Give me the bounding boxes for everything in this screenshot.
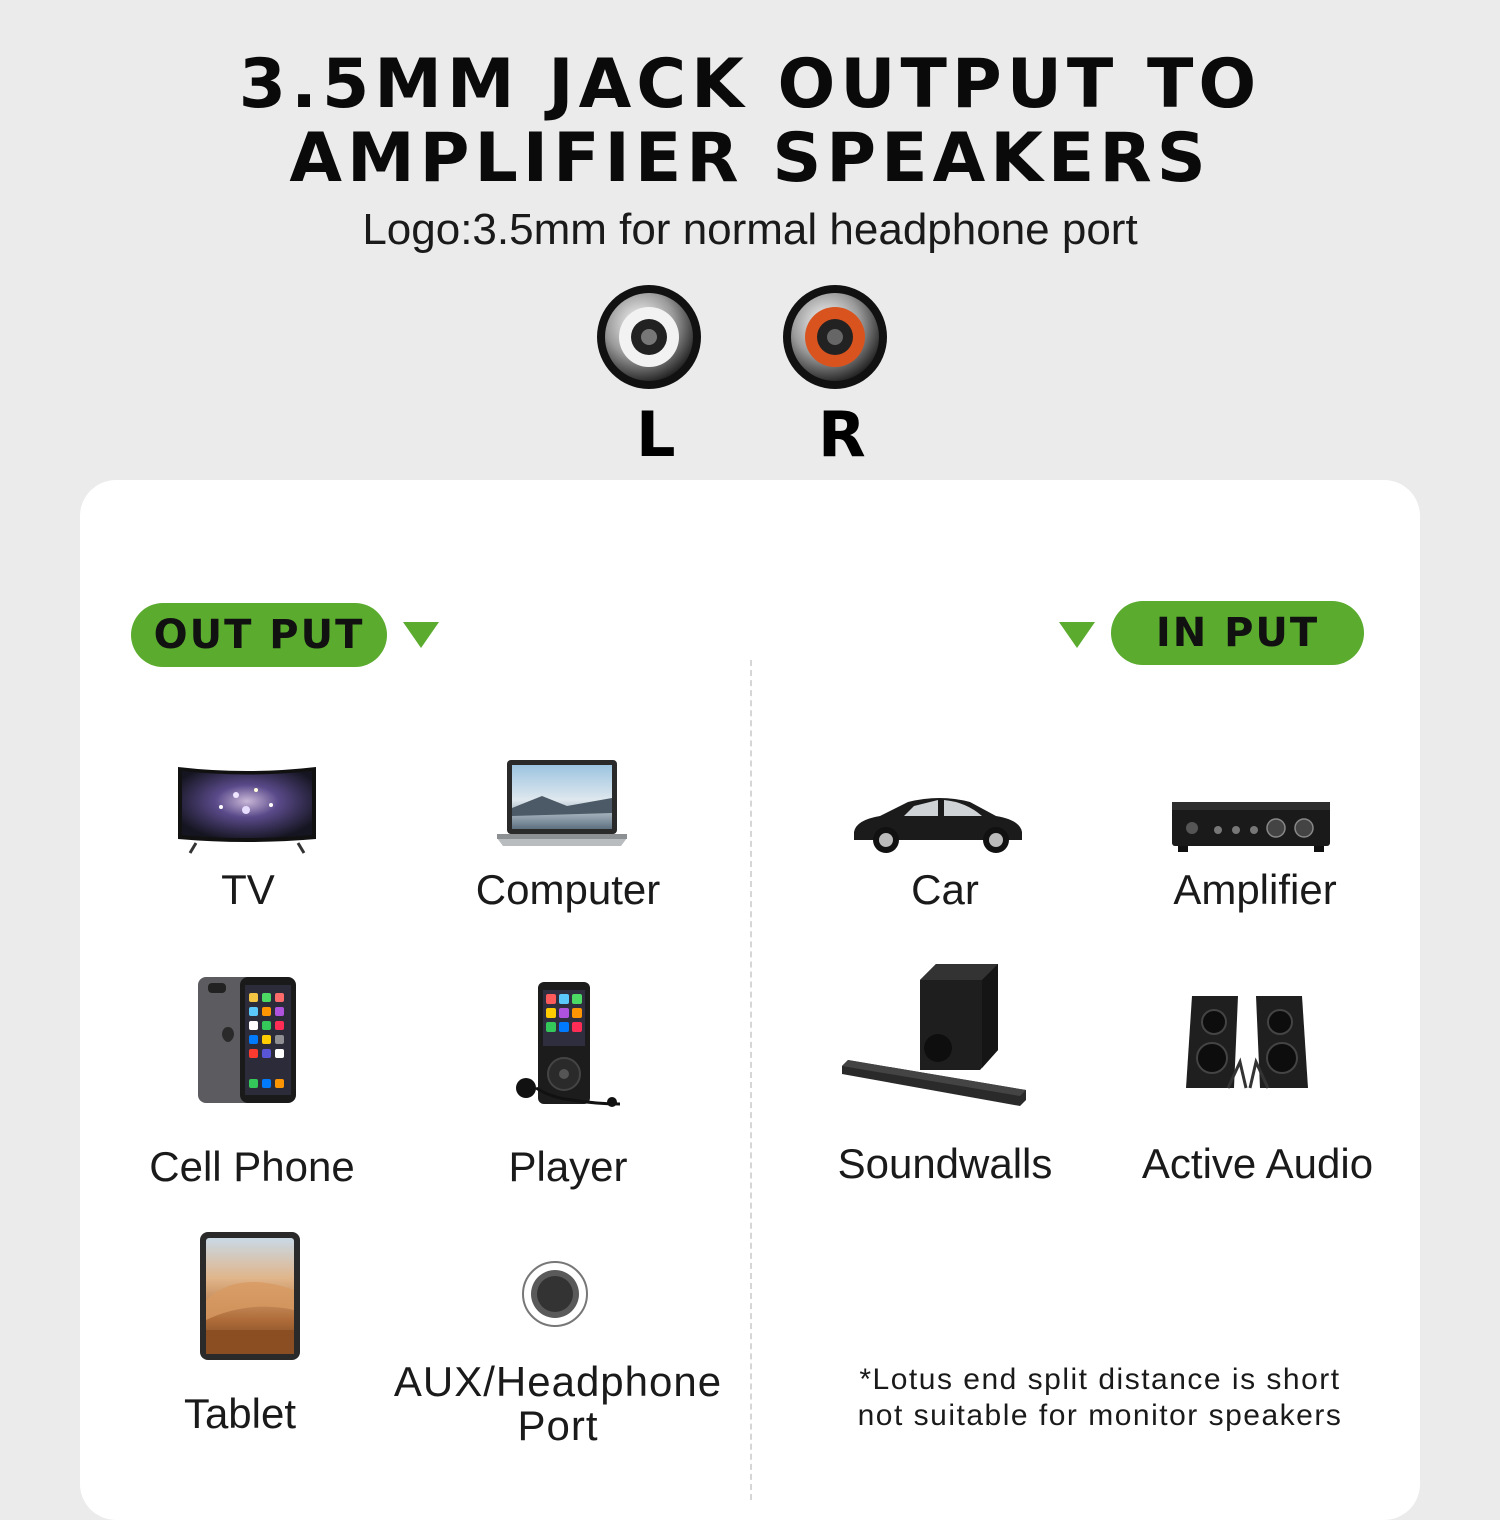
page-subtitle: Logo:3.5mm for normal headphone port: [362, 205, 1138, 254]
aux-port-icon: [521, 1260, 589, 1328]
note-line-2: not suitable for monitor speakers: [857, 1399, 1343, 1432]
output-arrow-icon: [403, 622, 439, 648]
input-item-car-label: Car: [911, 866, 979, 913]
car-icon: [850, 794, 1026, 856]
right-rca-jack-icon: [782, 284, 888, 390]
output-item-cell-phone-label: Cell Phone: [149, 1143, 355, 1190]
page-title-line-2: AMPLIFIER SPEAKERS: [289, 119, 1211, 198]
column-divider: [750, 660, 752, 1500]
tv-icon: [176, 765, 318, 855]
input-item-soundwalls-label: Soundwalls: [837, 1140, 1053, 1187]
aux-label-line-1: AUX/Headphone: [393, 1358, 723, 1405]
tablet-icon: [198, 1230, 302, 1362]
amplifier-icon: [1170, 800, 1332, 854]
input-badge: IN PUT: [1111, 601, 1364, 665]
input-item-active-audio-label: Active Audio: [1141, 1140, 1374, 1187]
output-badge: OUT PUT: [131, 603, 387, 667]
input-item-amplifier-label: Amplifier: [1173, 866, 1337, 913]
output-item-aux-label: [380, 1360, 736, 1448]
output-item-player-label: Player: [508, 1143, 628, 1190]
note-line-1: *Lotus end split distance is short: [859, 1363, 1341, 1396]
soundbar-icon: [840, 962, 1028, 1108]
output-item-tv-label: TV: [221, 866, 275, 913]
output-item-computer-label: Computer: [475, 866, 661, 913]
laptop-icon: [497, 758, 627, 848]
compatibility-note: [800, 1362, 1400, 1434]
speakers-icon: [1184, 992, 1310, 1092]
left-channel-label: L: [636, 398, 676, 471]
music-player-icon: [512, 980, 624, 1110]
output-item-tablet-label: Tablet: [183, 1390, 297, 1437]
aux-label-line-2: Port: [517, 1402, 599, 1449]
left-rca-jack-icon: [596, 284, 702, 390]
right-channel-label: R: [818, 398, 866, 471]
phone-icon: [196, 975, 298, 1105]
page-title-line-1: 3.5MM JACK OUTPUT TO: [238, 45, 1262, 124]
input-arrow-icon: [1059, 622, 1095, 648]
